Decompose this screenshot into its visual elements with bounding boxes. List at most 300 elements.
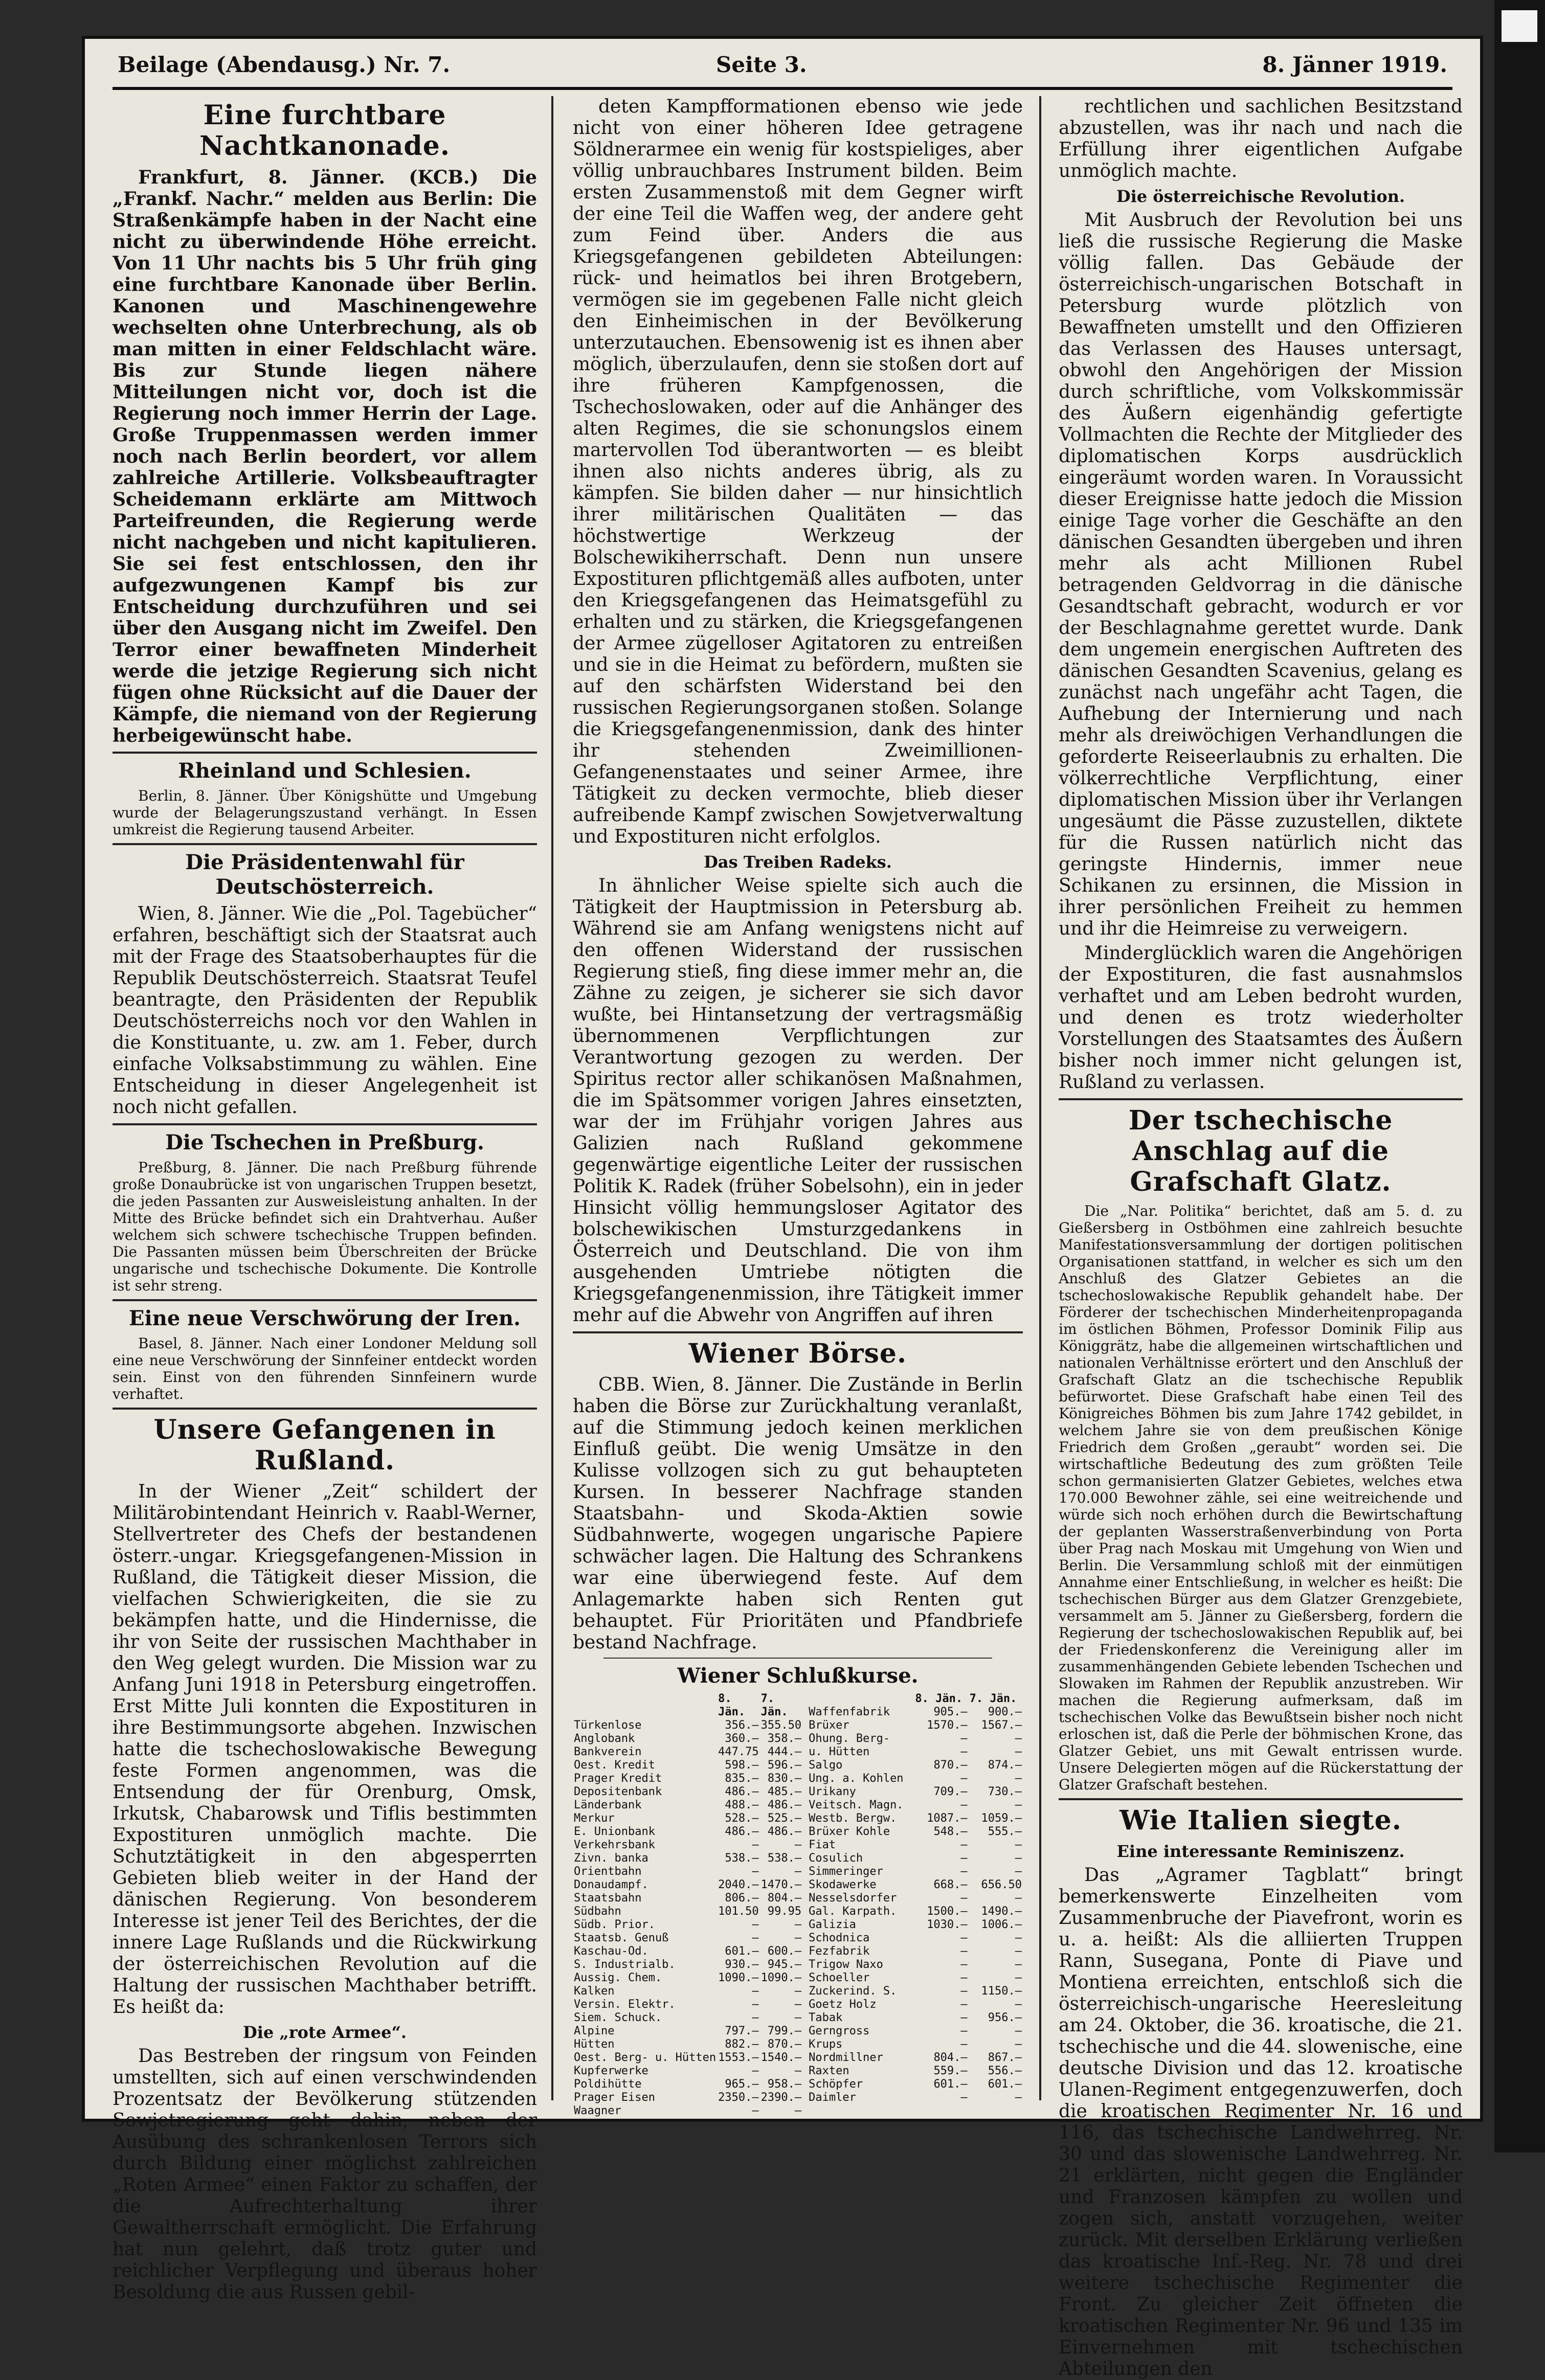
- stock-name: Brüxer Kohle: [809, 1825, 890, 1838]
- stock-price-yesterday: —: [794, 1985, 802, 1998]
- stock-name: Nesselsdorfer: [809, 1892, 897, 1905]
- stock-row: [573, 1852, 802, 1865]
- stock-price-yesterday: —: [1015, 1772, 1022, 1785]
- stock-name: Türkenlose: [574, 1719, 642, 1732]
- stock-name: Prager Kredit: [574, 1772, 662, 1785]
- stock-price-today: 804.—: [933, 2051, 968, 2064]
- kurse-title: Wiener Schlußkurse.: [677, 1664, 919, 1688]
- stock-price-yesterday: —: [1015, 1958, 1022, 1971]
- stock-row: [573, 1985, 802, 1998]
- stock-price-today: 709.—: [933, 1785, 968, 1798]
- stock-price-today: 930.—: [725, 1958, 759, 1971]
- stock-quotes-right: [808, 1692, 1023, 2118]
- subheading-revolution: Die österreichische Revolution.: [1116, 187, 1405, 206]
- separator: [1059, 1098, 1463, 1100]
- stock-price-yesterday: 1059.—: [981, 1812, 1022, 1825]
- article-body-radek: In ähnlicher Weise spielte sich auch die Tätigkeit der Hauptmission in Petersburg ab. Während sie am Anfang wenigstens nicht auf den offenen Widerstand der russischen Regierung stieß, fing diese immer mehr an, die Zähne zu zeigen, je sicherer sie sich davor wußte, bei Hintansetzung der vertragsmäßig übernommenen Verpflichtungen zur Verantwortung gezogen zu werden. Der Spiritus rector aller schikanösen Maßnahmen, die im Spätsommer vorigen Jahres einsetzten, war der im Frühjahr vorigen Jahres aus Galizien nach Rußland gekommene gegenwärtige eigentliche Leiter der russischen Politik K. Radek (früher Sobelsohn), ein in jeder Hinsicht völlig hemmungsloser Agitator des bolschewikischen Umsturzgedankens in Österreich und Deutschland. Die von ihm ausgehenden Umtriebe nötigten die Kriegsgefangenenmission, ihre Tätigkeit immer mehr auf die Abwehr von Angriffen auf ihren: [573, 875, 1023, 1326]
- stock-price-yesterday: 1490.—: [981, 1905, 1022, 1918]
- separator: [1059, 1798, 1463, 1800]
- stock-price-today: 101.50: [718, 1905, 759, 1918]
- stock-name: Kalken: [574, 1985, 615, 1998]
- stock-price-today: 598.—: [725, 1759, 759, 1772]
- stock-row: [808, 1892, 1023, 1905]
- stock-price-yesterday: 799.—: [767, 2025, 802, 2037]
- stock-price-today: 882.—: [725, 2038, 759, 2051]
- stock-price-yesterday: —: [1015, 1932, 1022, 1944]
- stock-price-today: 447.75: [718, 1746, 759, 1758]
- stock-price-yesterday: —: [794, 1918, 802, 1931]
- stock-price-yesterday: 830.—: [767, 1772, 802, 1785]
- stock-price-today: 528.—: [725, 1812, 759, 1825]
- stock-table-left: [573, 1692, 802, 2118]
- stock-row: [808, 2065, 1023, 2078]
- stock-price-today: 1570.—: [927, 1719, 968, 1732]
- separator: [113, 752, 537, 754]
- stock-row: [808, 1878, 1023, 1892]
- stock-price-yesterday: —: [794, 1839, 802, 1851]
- stock-name: Staatsb. Genuß: [574, 1932, 669, 1944]
- stock-price-yesterday: —: [794, 2011, 802, 2024]
- stock-price-yesterday: 945.—: [767, 1958, 802, 1971]
- stock-price-yesterday: 730.—: [988, 1785, 1022, 1798]
- stock-name: Alpine: [574, 2025, 615, 2037]
- stock-row: [808, 1772, 1023, 1785]
- page-header: [118, 47, 1447, 83]
- stock-row: [808, 1825, 1023, 1839]
- stock-price-yesterday: 867.—: [988, 2051, 1022, 2064]
- stock-name: Veitsch. Magn.: [809, 1799, 904, 1811]
- separator: [113, 1299, 537, 1301]
- stock-price-today: —: [960, 1732, 968, 1745]
- stock-name: Hütten: [574, 2038, 615, 2051]
- article-title-nachtkanonade: Eine furchtbare Nachtkanonade.: [199, 100, 450, 162]
- stock-price-yesterday: 2390.—: [760, 2091, 802, 2104]
- subheading-reminiszenz: Eine interessante Reminiszenz.: [1116, 1842, 1405, 1861]
- stock-row: [573, 1878, 802, 1892]
- stock-name: Goetz Holz: [809, 1998, 877, 2011]
- stock-row: [808, 1785, 1023, 1799]
- stock-name: Trigow Naxo: [809, 1958, 883, 1971]
- stock-price-yesterday: 355.50: [760, 1719, 802, 1732]
- stock-price-yesterday: —: [794, 2065, 802, 2077]
- stock-price-today: 965.—: [725, 2078, 759, 2091]
- newspaper-page: [82, 36, 1483, 2379]
- stock-row: [808, 2011, 1023, 2025]
- stock-row: [573, 1905, 802, 1918]
- stock-row: [573, 1892, 802, 1905]
- stock-price-yesterday: —: [794, 1998, 802, 2011]
- stock-name: Verkehrsbank: [574, 1839, 655, 1851]
- stock-quotes-left: [573, 1692, 802, 2118]
- article-body-nachtkanonade: Frankfurt, 8. Jänner. (KCB.) Die „Frankf. Nachr.“ melden aus Berlin: Die Straßenkämpfe haben in der Nacht eine nicht zu überwindende Höhe erreicht. Von 11 Uhr nachts bis 5 Uhr früh ging eine furchtbare Kanonade über Berlin. Kanonen und Maschinengewehre wechselten ohne Unterbrechung, als ob man mitten in einer Feldschlacht wäre. Bis zur Stunde liegen nähere Mitteilungen nicht vor, doch ist die Regierung noch immer Herrin der Lage. Große Truppenmassen werden immer noch nach Berlin beordert, vor allem zahlreiche Artillerie. Volksbeauftragter Scheidemann erklärte am Mittwoch Parteifreunden, die Regierung werde nicht nachgeben und nicht kapitulieren. Sie sei fest entschlossen, den ihr aufgezwungenen Kampf bis zur Entscheidung durchzuführen und sei über den Ausgang nicht im Zweifel. Den Terror einer bewaffneten Minderheit werde die jetzige Regierung sich nicht fügen ohne Rücksicht auf die Dauer der Kämpfe, die niemand von der Regierung herbeigewünscht habe.: [113, 167, 537, 746]
- stock-price-today: —: [960, 1958, 968, 1971]
- stock-name: Gerngross: [809, 2025, 870, 2037]
- article-body-expostituren: Minderglücklich waren die Angehörigen der Expostituren, die fast ausnahmslos verhaftet und am Leben bedroht wurden, und denen es trotz wiederholter Vorstellungen des Staatsamtes des Äußern bisher noch immer nicht gelungen ist, Rußland zu verlassen.: [1059, 943, 1463, 1093]
- stock-price-today: —: [960, 2011, 968, 2024]
- article-title-pressburg: Die Tschechen in Preßburg.: [165, 1130, 484, 1154]
- stock-name: Nordmillner: [809, 2051, 883, 2064]
- stock-row: [573, 1825, 802, 1839]
- column-rule-2: [1039, 96, 1041, 2100]
- separator: [113, 1408, 537, 1410]
- stock-row: [573, 2025, 802, 2038]
- stock-row: [573, 1998, 802, 2011]
- stock-col-yesterday: 7. Jän.: [760, 1692, 788, 1718]
- stock-price-today: 488.—: [725, 1799, 759, 1811]
- stock-price-yesterday: —: [1015, 2025, 1022, 2037]
- stock-col-name: [573, 1692, 717, 1719]
- stock-price-yesterday: 1470.—: [760, 1878, 802, 1891]
- stock-price-yesterday: 870.—: [767, 2038, 802, 2051]
- stock-price-today: —: [752, 1985, 759, 1998]
- stock-row: [573, 1732, 802, 1746]
- stock-price-yesterday: —: [1015, 1892, 1022, 1905]
- stock-price-yesterday: —: [1015, 2091, 1022, 2104]
- stock-row: [808, 1945, 1023, 1958]
- stock-price-today: —: [752, 1998, 759, 2011]
- stock-row: [573, 1719, 802, 1732]
- stock-row: [808, 2078, 1023, 2091]
- article-title-boerse: Wiener Börse.: [688, 1338, 907, 1369]
- stock-price-today: —: [960, 1772, 968, 1785]
- stock-name: Schoeller: [809, 1971, 870, 1984]
- stock-price-yesterday: 444.—: [767, 1746, 802, 1758]
- stock-price-today: —: [752, 2104, 759, 2117]
- stock-price-yesterday: 956.—: [988, 2011, 1022, 2024]
- stock-price-yesterday: 596.—: [767, 1759, 802, 1772]
- stock-price-yesterday: 555.—: [988, 1825, 1022, 1838]
- stock-row: [808, 1971, 1023, 1985]
- article-body-boerse: CBB. Wien, 8. Jänner. Die Zustände in Berlin haben die Börse zur Zurückhaltung veranlaßt, auf die Stimmung jedoch keinen merklichen Einfluß geübt. Die wenig Umsätze in den Kulisse vollzogen sich zu gut behaupteten Kursen. In besserer Nachfrage standen Staatsbahn- und Skoda-Aktien sowie Südbahnwerte, wogegen ungarische Papiere schwächer lagen. Die Haltung des Schrankens war eine überwiegend feste. Auf dem Anlagemarkte haben sich Renten gut behauptet. Für Prioritäten und Pfandbriefe bestand Nachfrage.: [573, 1374, 1023, 1653]
- stock-name: Südbahn: [574, 1905, 621, 1918]
- stock-row: [808, 1998, 1023, 2011]
- stock-name: Orientbahn: [574, 1865, 642, 1878]
- stock-price-yesterday: 1006.—: [981, 1918, 1022, 1931]
- header-date: 8. Jänner 1919.: [1262, 52, 1447, 77]
- stock-row: [808, 1932, 1023, 1945]
- stock-price-today: —: [960, 1892, 968, 1905]
- stock-table-body: [573, 1719, 802, 2118]
- stock-price-yesterday: 556.—: [988, 2065, 1022, 2077]
- stock-name: Südb. Prior.: [574, 1918, 655, 1931]
- stock-name: Aussig. Chem.: [574, 1971, 662, 1984]
- article-title-praesidentenwahl: Die Präsidentenwahl für Deutschösterreich.: [185, 850, 464, 899]
- stock-name: Galizia: [809, 1918, 856, 1931]
- separator: [603, 1658, 992, 1659]
- stock-name: Westb. Bergw.: [809, 1812, 897, 1825]
- stock-col-today: 8. Jän.: [915, 1692, 963, 1705]
- stock-price-today: —: [960, 1945, 968, 1958]
- stock-price-today: —: [960, 1852, 968, 1865]
- header-page-number: Seite 3.: [716, 52, 807, 77]
- stock-price-today: 601.—: [725, 1945, 759, 1958]
- stock-row: [573, 1971, 802, 1985]
- stock-row: [573, 2078, 802, 2091]
- stock-name: E. Unionbank: [574, 1825, 655, 1838]
- stock-name: Raxten: [809, 2065, 849, 2077]
- article-title-italien: Wie Italien siegte.: [1119, 1805, 1402, 1836]
- stock-row: [808, 2051, 1023, 2065]
- article-body-rote-armee: Das Bestreben der ringsum von Feinden umstellten, sich auf einen verschwindenden Prozentsatz der Bevölkerung stützenden Sowjetregierung geht dahin, neben der Ausübung des schrankenlosen Terrors sich durch Bildung einer möglichst zahlreichen „Roten Armee“ einen Faktor zu schaffen, der die Aufrechterhaltung ihrer Gewaltherrschaft ermöglicht. Die Erfahrung hat nun gelehrt, daß trotz guter und reichlicher Verpflegung und überaus hoher Besoldung die aus Russen gebil-: [113, 2046, 537, 2303]
- stock-name: Schodnica: [809, 1932, 870, 1944]
- stock-row: [808, 1799, 1023, 1812]
- stock-row: [573, 1945, 802, 1958]
- stock-row: [808, 1719, 1023, 1732]
- column-rule-1: [551, 96, 553, 2100]
- stock-col-name: [808, 1692, 914, 1706]
- article-body-iren: Basel, 8. Jänner. Nach einer Londoner Meldung soll eine neue Verschwörung der Sinnfeiner entdeckt worden sein. Einst von den führenden Sinnfeinern wurde verhaftet.: [113, 1335, 537, 1402]
- stock-name: Schöpfer: [809, 2078, 863, 2091]
- stock-name: Oest. Berg- u. Hütten: [574, 2051, 716, 2064]
- stock-table-header: [808, 1692, 1023, 1706]
- stock-name: Versin. Elektr.: [574, 1998, 676, 2011]
- stock-price-yesterday: 656.50: [981, 1878, 1022, 1891]
- stock-price-today: 559.—: [933, 2065, 968, 2077]
- stock-price-yesterday: 1090.—: [760, 1971, 802, 1984]
- scan-marker: [1502, 10, 1537, 42]
- stock-col-today: 8. Jän.: [718, 1692, 746, 1718]
- stock-name: Oest. Kredit: [574, 1759, 655, 1772]
- stock-price-today: —: [960, 1971, 968, 1984]
- subheading-radek: Das Treiben Radeks.: [704, 852, 892, 872]
- stock-name: Krups: [809, 2038, 843, 2051]
- stock-price-yesterday: 525.—: [767, 1812, 802, 1825]
- stock-price-today: 601.—: [933, 2078, 968, 2091]
- stock-price-yesterday: 358.—: [767, 1732, 802, 1745]
- stock-name: Ung. a. Kohlen: [809, 1772, 904, 1785]
- stock-price-today: 806.—: [725, 1892, 759, 1905]
- stock-quotes: [573, 1692, 1023, 2118]
- stock-price-yesterday: 900.—: [988, 1706, 1022, 1718]
- stock-name: u. Hütten: [809, 1746, 870, 1758]
- stock-name: Anglobank: [574, 1732, 635, 1745]
- stock-price-yesterday: 485.—: [767, 1785, 802, 1798]
- stock-price-yesterday: —: [1015, 1998, 1022, 2011]
- stock-price-yesterday: —: [1015, 1852, 1022, 1865]
- stock-row: [573, 1958, 802, 1971]
- stock-name: Merkur: [574, 1812, 615, 1825]
- stock-name: Staatsbahn: [574, 1892, 642, 1905]
- stock-price-today: —: [960, 1998, 968, 2011]
- stock-price-yesterday: —: [1015, 1746, 1022, 1758]
- stock-row: [573, 1799, 802, 1812]
- stock-row: [808, 1746, 1023, 1759]
- stock-name: Tabak: [809, 2011, 843, 2024]
- stock-price-yesterday: —: [794, 1932, 802, 1944]
- stock-price-yesterday: —: [1015, 1945, 1022, 1958]
- stock-price-yesterday: 958.—: [767, 2078, 802, 2091]
- stock-price-today: 548.—: [933, 1825, 968, 1838]
- stock-price-today: 538.—: [725, 1852, 759, 1865]
- stock-name: S. Industrialb.: [574, 1958, 676, 1971]
- stock-price-today: —: [752, 1865, 759, 1878]
- article-title-glatz: Der tschechische Anschlag auf die Grafschaft Glatz.: [1128, 1105, 1393, 1197]
- separator: [113, 843, 537, 845]
- scan-border-strip: [1494, 0, 1545, 2152]
- stock-row: [573, 1772, 802, 1785]
- article-body-revolution: Mit Ausbruch der Revolution bei uns ließ die russische Regierung die Maske völlig fallen. Das Gebäude der österreichisch-ungarischen Botschaft in Petersburg wurde plötzlich von Bewaffneten umstellt und den Offizieren das Verlassen des Hauses untersagt, obwohl den Angehörigen der Mission durch schriftliche, vom Volkskommissär des Äußern eigenhändig gefertigte Vollmachten die Rechte der Mitglieder des diplomatischen Korps ausdrücklich eingeräumt worden waren. In Voraussicht dieser Ereignisse hatte jedoch die Mission einige Tage vorher die Geschäfte an den dänischen Gesandten übergeben und ihren mehr als acht Millionen Rubel betragenden Geldvorrag in die dänische Gesandtschaft gebracht, wodurch er vor der Beschlagnahme gerettet wurde. Dank dem ungemein energischen Auftreten des dänischen Gesandten Scavenius, gelang es zunächst nach ungefähr acht Tagen, die Aufhebung der Internierung und nach mehr als dreiwöchigen Verhandlungen die geforderte Reiseerlaubnis zu erhalten. Die völkerrechtliche Verpflichtung, einer diplomatischen Mission über ihr Verlangen ungesäumt die Pässe zuzustellen, diktete für die Russen natürlich nicht das geringste Hindernis, immer neue Schikanen zu ersinnen, die Mission in ihrer persönlichen Freiheit zu hemmen und ihr die Heimreise zu verweigern.: [1059, 210, 1463, 939]
- stock-row: [573, 1746, 802, 1759]
- stock-name: Kupferwerke: [574, 2065, 648, 2077]
- stock-price-today: 1087.—: [927, 1812, 968, 1825]
- stock-name: Salgo: [809, 1759, 843, 1772]
- separator: [573, 1331, 1023, 1333]
- stock-price-today: 2040.—: [718, 1878, 759, 1891]
- article-body-italien: Das „Agramer Tagblatt“ bringt bemerkenswerte Einzelheiten vom Zusammenbruche der Piavefront, worin es u. a. heißt: Als die alliierten Truppen Rann, Susegana, Ponte di Piave und Montiena erreichten, entschloß sich die österreichisch-ungarische Heeresleitung am 24. Oktober, die 36. kroatische, die 21. tschechische und die 44. slowenische, eine deutsche Division und das 12. kroatische Ulanen-Regiment entgegenzuwerfen, doch die kroatischen Regimenter Nr. 16 und 116, das tschechische Landwehrreg. Nr. 30 und das slowenische Landwehrreg. Nr. 21 erklärten, nicht gegen die Engländer und Franzosen kämpfen zu wollen und zogen sich, anstatt vorzugehen, weiter zurück. Mit derselben Erklärung verließen das kroatische Inf.-Reg. Nr. 78 und drei weitere tschechische Regimenter die Front. Zu gleicher Zeit öffneten die kroatischen Regimenter Nr. 96 und 135 im Einvernehmen mit tschechischen Abteilungen den: [1059, 1865, 1463, 2379]
- stock-row: [808, 1918, 1023, 1932]
- column-2: [573, 96, 1023, 2117]
- stock-name: Zivn. banka: [574, 1852, 648, 1865]
- header-issue: Beilage (Abendausg.) Nr. 7.: [118, 52, 451, 77]
- stock-row: [573, 2065, 802, 2078]
- stock-row: [573, 2091, 802, 2104]
- stock-row: [573, 1785, 802, 1799]
- stock-price-today: —: [960, 1839, 968, 1851]
- stock-price-yesterday: 601.—: [988, 2078, 1022, 2091]
- stock-row: [573, 2038, 802, 2051]
- stock-price-today: —: [960, 1932, 968, 1944]
- stock-name: Skodawerke: [809, 1878, 877, 1891]
- stock-name: Daimler: [809, 2091, 856, 2104]
- stock-name: Länderbank: [574, 1799, 642, 1811]
- stock-price-yesterday: 1540.—: [760, 2051, 802, 2064]
- article-continuation-gefangene: deten Kampfformationen ebenso wie jede nicht von einer höheren Idee getragene Söldnerarmee ein wenig für kostspieliges, aber völlig unbrauchbares Instrument bilden. Beim ersten Zusammenstoß mit dem Gegner wirft der eine Teil die Waffen weg, der andere geht zum Feind über. Anders die aus Kriegsgefangenen gebildeten Abteilungen: rück- und heimatlos bei ihren Brotgebern, vermögen sie im gegebenen Falle nicht gleich den Einheimischen in der Bevölkerung unterzutauchen. Ebensowenig ist es ihnen aber möglich, überzulaufen, denn sie stoßen dort auf ihre früheren Kampfgenossen, die Tschechoslowaken, oder auf die Anhänger des alten Regimes, die sie schonungslos einem martervollen Tod überantworten — es bleibt ihnen also nichts anderes übrig, als zu kämpfen. Sie bilden daher — nur hinsichtlich ihrer militärischen Qualitäten — das höchstwertige Werkzeug der Bolschewikiherrschaft. Denn nun unsere Expostituren pflichtgemäß alles aufboten, unter den Kriegsgefangenen das Heimatsgefühl zu erhalten und zu stärken, die Kriegsgefangenen der Armee zügelloser Agitatoren zu entreißen und sie in die Heimat zu befördern, mußten sie auf den schärfsten Widerstand bei den russischen Regierungsorganen stoßen. Solange die Kriegsgefangenenmission, dank des hinter ihr stehenden Zweimillionen-Gefangenenstaates und seiner Armee, ihre Tätigkeit zu decken vermochte, blieb dieser aufreibende Kampf zwischen Sowjetverwaltung und Expostituren nicht erfolglos.: [573, 96, 1023, 847]
- stock-name: Gal. Karpath.: [809, 1905, 897, 1918]
- stock-price-yesterday: 874.—: [988, 1759, 1022, 1772]
- stock-price-today: 2350.—: [718, 2091, 759, 2104]
- stock-price-today: 835.—: [725, 1772, 759, 1785]
- stock-row: [808, 1732, 1023, 1746]
- stock-price-today: 1090.—: [718, 1971, 759, 1984]
- stock-name: Waagner: [574, 2104, 621, 2117]
- stock-price-today: 905.—: [933, 1706, 968, 1718]
- stock-price-yesterday: 538.—: [767, 1852, 802, 1865]
- article-body-pressburg: Preßburg, 8. Jänner. Die nach Preßburg führende große Donaubrücke ist von ungarischen Truppen besetzt, die jeden Passanten zur Ausweisleistung anhalten. In der Mitte des Brücke befindet sich ein Drahtverhau. Außer welchem sich schwere tschechische Truppen befinden. Die Passanten müssen beim Überschreiten der Brücke ungarische und tschechische Dokumente. Die Kontrolle ist sehr streng.: [113, 1159, 537, 1294]
- stock-price-today: 797.—: [725, 2025, 759, 2037]
- stock-price-yesterday: 486.—: [767, 1825, 802, 1838]
- stock-price-today: 486.—: [725, 1785, 759, 1798]
- stock-price-yesterday: —: [1015, 1732, 1022, 1745]
- stock-price-today: 1030.—: [927, 1918, 968, 1931]
- stock-price-today: 668.—: [933, 1878, 968, 1891]
- stock-row: [573, 2104, 802, 2118]
- stock-price-today: 1553.—: [718, 2051, 759, 2064]
- stock-price-today: 870.—: [933, 1759, 968, 1772]
- stock-name: Poldihütte: [574, 2078, 642, 2091]
- stock-name: Fiat: [809, 1839, 836, 1851]
- stock-table-body: [808, 1706, 1023, 2104]
- stock-price-today: 486.—: [725, 1825, 759, 1838]
- stock-price-today: —: [960, 2038, 968, 2051]
- stock-row: [808, 2091, 1023, 2104]
- stock-row: [808, 1706, 1023, 1719]
- column-3: [1059, 96, 1463, 2379]
- stock-row: [808, 1905, 1023, 1918]
- stock-row: [808, 1985, 1023, 1998]
- stock-table-header: [573, 1692, 802, 1719]
- stock-name: Simmeringer: [809, 1865, 883, 1878]
- stock-price-yesterday: 1150.—: [981, 1985, 1022, 1998]
- article-title-iren: Eine neue Verschwörung der Iren.: [129, 1306, 521, 1330]
- stock-price-today: 360.—: [725, 1732, 759, 1745]
- stock-row: [808, 1852, 1023, 1865]
- stock-row: [808, 2025, 1023, 2038]
- stock-name: Donaudampf.: [574, 1878, 648, 1891]
- stock-row: [808, 1812, 1023, 1825]
- article-body-rheinland: Berlin, 8. Jänner. Über Königshütte und Umgebung wurde der Belagerungszustand verhängt. In Essen umkreist die Regierung tausend Arbeiter.: [113, 787, 537, 838]
- stock-price-today: —: [960, 2091, 968, 2104]
- stock-price-yesterday: 1567.—: [981, 1719, 1022, 1732]
- stock-price-yesterday: —: [794, 1865, 802, 1878]
- stock-row: [573, 1839, 802, 1852]
- stock-price-today: 1500.—: [927, 1905, 968, 1918]
- stock-price-yesterday: —: [1015, 2038, 1022, 2051]
- separator: [113, 1123, 537, 1125]
- stock-price-yesterday: 486.—: [767, 1799, 802, 1811]
- stock-name: Fezfabrik: [809, 1945, 870, 1958]
- article-body-gefangene: In der Wiener „Zeit“ schildert der Militärobintendant Heinrich v. Raabl-Werner, Stellvertreter des Chefs der bestandenen österr.-ungar. Kriegsgefangenen-Mission in Rußland, die Tätigkeit dieser Mission, die vielfachen Schwierigkeiten, die sie zu bekämpfen hatte, und die Hindernisse, die ihr von Seite der russischen Machthaber in den Weg gelegt wurden. Die Mission war zu Anfang Juni 1918 in Petersburg eingetroffen. Erst Mitte Juli konnten die Expostituren in ihre Bestimmungsorte abgehen. Inzwischen hatte die tschechoslowakische Bewegung feste Formen angenommen, was die Entsendung der für Orenburg, Omsk, Irkutsk, Chabarowsk und Tiflis bestimmten Expostituren unmöglich machte. Die Schutztätigkeit in den abgesperrten Gebieten blieb weiter in der Hand der dänischen Regierung. Von besonderem Interesse ist jener Teil des Berichtes, der die innere Lage Rußlands und die Rückwirkung der österreichischen Revolution auf die Haltung der russischen Machthaber betrifft. Es heißt da:: [113, 1481, 537, 2018]
- stock-price-today: 356.—: [725, 1719, 759, 1732]
- stock-price-today: —: [752, 2011, 759, 2024]
- header-rule: [113, 87, 1452, 90]
- stock-name: Brüxer: [809, 1719, 849, 1732]
- subheading-rote-armee: Die „rote Armee“.: [242, 2023, 407, 2042]
- stock-name: Ohung. Berg-: [809, 1732, 890, 1745]
- stock-name: Kaschau-Od.: [574, 1945, 648, 1958]
- stock-row: [808, 1839, 1023, 1852]
- stock-price-yesterday: 600.—: [767, 1945, 802, 1958]
- stock-name: Depositenbank: [574, 1785, 662, 1798]
- stock-row: [808, 1759, 1023, 1772]
- stock-price-yesterday: —: [794, 2104, 802, 2117]
- stock-name: Siem. Schuck.: [574, 2011, 662, 2024]
- stock-row: [808, 1865, 1023, 1878]
- stock-row: [573, 2011, 802, 2025]
- article-title-gefangene: Unsere Gefangenen in Rußland.: [153, 1414, 496, 1476]
- stock-name: Prager Eisen: [574, 2091, 655, 2104]
- stock-price-today: —: [960, 1865, 968, 1878]
- article-title-rheinland: Rheinland und Schlesien.: [178, 759, 472, 783]
- stock-price-yesterday: —: [1015, 1865, 1022, 1878]
- stock-name: Cosulich: [809, 1852, 863, 1865]
- article-body-glatz: Die „Nar. Politika“ berichtet, daß am 5. d. zu Gießersberg in Ostböhmen eine zahlreich besuchte Manifestationsversammlung der dortigen politischen Organisationen stattfand, in welcher es sich um den Anschluß des Glatzer Gebietes an die tschechoslowakische Republik gehandelt habe. Der Förderer der tschechischen Minderheitenpropaganda im östlichen Böhmen, Professor Dominik Filip aus Königgrätz, habe die allgemeinen wirtschaftlichen und nationalen Verhältnisse erörtert und den Anschluß der Grafschaft Glatz an die tschechische Republik befürwortet. Diese Grafschaft habe einen Teil des Königreiches Böhmen bis zum Jahre 1742 gebildet, in welchem Jahre sie von dem preußischen Könige Friedrich dem Großen „geraubt“ worden sei. Die wirtschaftliche Bedeutung des zum größten Teile schon germanisierten Glatzer Gebietes, welches etwa 170.000 Bewohner zähle, sei eine weitreichende und würde sich noch erhöhen durch die Bewirtschaftung der geplanten Wasserstraßenverbindung von Porta über Prag nach Moskau mit Umgehung von Wien und Berlin. Die Versammlung schloß mit der einmütigen Annahme einer Entschließung, in welcher es heißt: Die tschechischen Bürger aus dem Glatzer Grenzgebiete, versammelt am 5. Jänner zu Gießersberg, fordern die Regierung der tschechoslowakischen Republik auf, bei der Friedenskonferenz die Vereinigung aller im zusammenhängenden Gebiete lebenden Tschechen und Slowaken im Rahmen der Republik anzustreben. Wir machen die Regierung aufmerksam, daß im tschechischen Volke das Bewußtsein bisher noch nicht erloschen ist, daß die Perle der böhmischen Krone, das Glatzer Gebiet, uns mit Gewalt entrissen wurde. Unsere Delegierten mögen auf die Rückerstattung der Glatzer Grafschaft bestehen.: [1059, 1203, 1463, 1793]
- stock-price-today: —: [752, 1839, 759, 1851]
- stock-price-yesterday: —: [1015, 1839, 1022, 1851]
- article-body-praesidentenwahl: Wien, 8. Jänner. Wie die „Pol. Tagebücher“ erfahren, beschäftigt sich der Staatsrat auch mit der Frage des Staatsoberhauptes für die Republik Deutschösterreich. Staatsrat Teufel beantragte, den Präsidenten der Republik Deutschösterreichs noch vor den Wahlen in die Konstituante, u. zw. am 1. Feber, durch einfache Volksabstimmung zu wählen. Eine Entscheidung in dieser Angelegenheit ist noch nicht gefallen.: [113, 903, 537, 1118]
- stock-row: [808, 2038, 1023, 2051]
- stock-col-yesterday: 7. Jän.: [969, 1692, 1017, 1705]
- stock-row: [808, 1958, 1023, 1971]
- stock-price-yesterday: 804.—: [767, 1892, 802, 1905]
- stock-name: Zuckerind. S.: [809, 1985, 897, 1998]
- stock-name: Waffenfabrik: [809, 1706, 890, 1718]
- stock-price-today: —: [752, 1932, 759, 1944]
- stock-row: [573, 1759, 802, 1772]
- stock-row: [573, 1918, 802, 1932]
- stock-price-today: —: [752, 1918, 759, 1931]
- stock-name: Bankverein: [574, 1746, 642, 1758]
- stock-table-right: [808, 1692, 1023, 2104]
- stock-row: [573, 1932, 802, 1945]
- stock-price-today: —: [752, 2065, 759, 2077]
- stock-price-today: —: [960, 2025, 968, 2037]
- column-1: [113, 96, 537, 2303]
- stock-name: Urikany: [809, 1785, 856, 1798]
- stock-price-yesterday: 99.95: [767, 1905, 802, 1918]
- stock-price-yesterday: —: [1015, 1971, 1022, 1984]
- article-continuation-radek: rechtlichen und sachlichen Besitzstand abzustellen, was ihr nach und nach die Erfüllung ihrer eigentlichen Aufgabe unmöglich machte.: [1059, 96, 1463, 182]
- stock-price-today: —: [960, 1985, 968, 1998]
